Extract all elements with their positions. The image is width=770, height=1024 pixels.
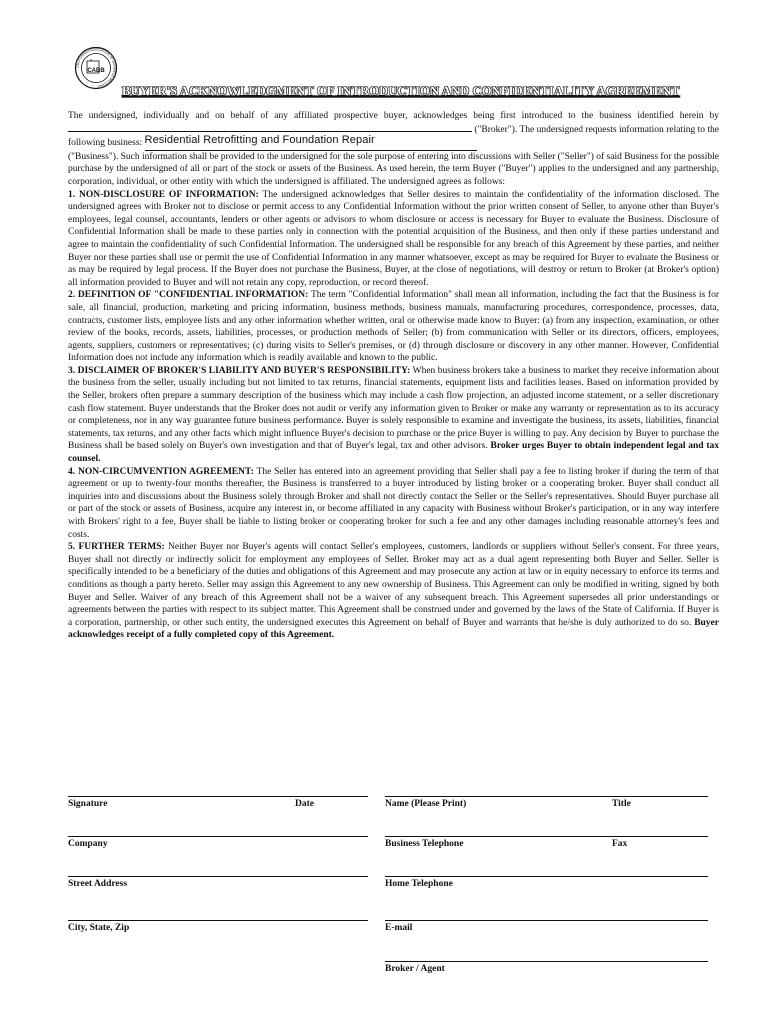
cabb-seal-logo	[74, 46, 118, 90]
street-address-line[interactable]	[68, 876, 368, 877]
broker-name-field[interactable]	[68, 123, 472, 132]
company-label: Company	[68, 839, 108, 849]
section-5	[68, 541, 719, 642]
section-text: The Seller has entered into an agreement providing that Seller shall pay a fee to listing broker if during the term of that agreement or up to twenty-four months thereafter, the Business is transferred to a buyer introduced by listing broker or a cooperating broker. Buyer shall conduct all inquiries into and discussions about the Business solely through Broker and shall not directly contact the Seller or the Seller's representatives. Should Buyer purchase all or part of the stock or assets of Business, acquire any interest in, or become affiliated in any capacity with Business without Broker's participation, or in any way interfere with Brokers' right to a fee, Buyer shall be liable to listing broker or cooperating broker for such a fee and any other damages including reasonable attorney's fees and costs.	[68, 466, 719, 540]
section-text: The term "Confidential Information" shall mean all information, including the fact that the Business is for sale, all financial, production, marketing and pricing information, business methods, business manuals, manufacturing procedures, correspondence, processes, data, contracts, customer lists, employee lists and any other information whether written, oral or otherwise made know to Buyer: (a) from any inspection, examination, or other review of the books, records, assets, liabilities, processes, or production methods of Seller; (b) from communication with Seller or its directors, officers, employees, agents, suppliers, customers or representatives; (c) during visits to Seller's premises, or (d) through disclosure or discovery in any other manner. However, Confidential Information does not include any information which is readily available and known to the public.	[68, 290, 719, 364]
city-state-zip-line[interactable]	[68, 920, 368, 921]
business-telephone-line[interactable]	[385, 836, 708, 837]
section-2	[68, 289, 719, 365]
intro-line-1: The undersigned, individually and on behalf of any affiliated prospective buyer, acknowledges being first introduced to the business identified	[68, 111, 674, 121]
broker-agent-line[interactable]	[385, 961, 708, 962]
section-heading: 3. DISCLAIMER OF BROKER'S LIABILITY AND BUYER'S RESPONSIBILITY:	[68, 365, 411, 376]
section-heading: 1. NON-DISCLOSURE OF INFORMATION:	[68, 189, 259, 200]
section-text: When business brokers take a business to market they receive information about the business from the seller, usually including but not limited to tax returns, financial statements, equipment lists and facilities leases. Based on information provided by the Seller, brokers often prepare a summary description of the business which may include a cash flow projection, an adjusted income statement, or a seller discretionary cash flow statement. Buyer understands that the Broker does not audit or verify any information given to Broker or make any warranty or representation as to its accuracy or completeness, nor in any way guarantee future business performance. Buyer is solely responsible to examine and investigate the business, its assets, liabilities, financial statements, tax returns, and any other facts which might influence Buyer's decision to purchase or the price Buyer is willing to pay. Any decision by Buyer to purchase the Business shall be based solely on Buyer's own investigation and that of Buyer's legal, tax and other advisors.	[68, 365, 719, 452]
section-heading: 2. DEFINITION OF "CONFIDENTIAL INFORMATION:	[68, 290, 309, 301]
signature-line[interactable]	[68, 796, 368, 797]
intro-rest: ("Business"). Such information shall be provided to the undersigned for the sole purpose of entering into discussions with Seller ("Seller") of said Business for the possible purchase by the undersigned of all or part of the stock or assets of the Business. As used herein, the term Buyer ("Buyer") applies to the undersigned and any partnership, corporation, individual, or other entity with which the undersigned is affiliated. The undersigned agrees as follows:	[68, 151, 719, 187]
intro-paragraph	[68, 110, 719, 189]
home-telephone-label: Home Telephone	[385, 879, 453, 889]
svg-text:CABB: CABB	[87, 68, 105, 74]
signature-label: Signature	[68, 799, 108, 809]
intro-info-relating: information relating to the following business:	[68, 124, 719, 149]
sections-list	[68, 189, 719, 642]
section-bold-note: Buyer acknowledges receipt of a fully completed copy of this Agreement.	[68, 617, 719, 641]
intro-broker-suffix: ("Broker"). The undersigned requests	[474, 124, 617, 135]
section-3	[68, 365, 719, 466]
name-title-line[interactable]	[385, 796, 708, 797]
business-name-value: Residential Retrofitting and Foundation Repair	[144, 134, 375, 147]
city-state-zip-label: City, State, Zip	[68, 923, 130, 933]
section-text: The undersigned acknowledges that Seller desires to maintain the confidentiality of the information disclosed. The undersigned agrees with Broker not to disclose or permit access to any Confidential Information without the prior written consent of Seller, to anyone other than Buyer's employees, legal counsel, accountants, lenders or other agents or advisors to whom disclosure or access is necessary for Buyer to evaluate the Business. Disclosure of Confidential Information shall be made to these parties only in connection with the potential acquisition of the Business, and then only if these parties understand and agree to maintain the confidentiality of such Confidential Information. The undersigned shall be responsible for any breach of this Agreement by these parties, and neither Buyer nor these parties shall use or permit the use of Confidential Information in any manner whatsoever, except as may be required for Buyer to evaluate the Business or as may be required by legal process. If the Buyer does not purchase the Business, Buyer, at the close of negotiations, will destroy or return to Broker (at Broker's option) all information provided to Buyer and will not retain any copy, reproduction, or record thereof.	[68, 189, 719, 288]
email-line[interactable]	[385, 920, 708, 921]
broker-agent-label: Broker / Agent	[385, 964, 445, 974]
agreement-body	[68, 110, 719, 642]
fax-label: Fax	[612, 839, 628, 849]
section-text: Neither Buyer nor Buyer's agents will contact Seller's employees, customers, landlords or suppliers without Seller's consent. For three years, Buyer shall not directly or indirectly solicit for employment any employees of Seller. Broker may act as a dual agent representing both Buyer and Seller. Seller is specifically intended to be a beneficiary of the duties and obligations of this Agreement and may prosecute any action at law or in equity necessary to enforce its terms and conditions as though a party hereto. Seller may assign this Agreement to any new ownership of Business. This Agreement can only be modified in writing, signed by both Buyer and Seller. Waiver of any breach of this Agreement shall not be a waiver of any subsequent breach. This Agreement supersedes all prior understandings or agreements between the parties with respect to its subject matter. This Agreement shall be construed under and governed by the laws of the State of California. If Buyer is a corporation, partnership, or other such entity, the undersigned executes this Agreement on behalf of Buyer and warrants that he/she is duly authorized to do so.	[68, 542, 719, 628]
home-telephone-line[interactable]	[385, 876, 708, 877]
svg-text:CALIFORNIA ASSOCIATION OF BUSI: CALIFORNIA ASSOCIATION OF BUSINESS BROKERS	[75, 47, 117, 89]
company-line[interactable]	[68, 836, 368, 837]
document-title: BUYER'S ACKNOWLEDGMENT OF INTRODUCTION AND CONFIDENTIALITY AGREEMENT	[122, 84, 680, 98]
intro-herein-by: herein by	[679, 111, 720, 121]
business-telephone-label: Business Telephone	[385, 839, 464, 849]
date-label: Date	[295, 799, 314, 809]
section-heading: 5. FURTHER TERMS:	[68, 542, 165, 553]
street-address-label: Street Address	[68, 879, 128, 889]
business-name-field[interactable]	[145, 136, 477, 151]
section-bold-note: Broker urges Buyer to obtain independent legal and tax counsel.	[68, 441, 720, 465]
section-heading: 4. NON-CIRCUMVENTION AGREEMENT:	[68, 466, 254, 477]
name-label: Name (Please Print)	[385, 799, 467, 809]
section-1	[68, 189, 719, 290]
title-label: Title	[612, 799, 631, 809]
section-4	[68, 466, 719, 542]
email-label: E-mail	[385, 923, 413, 933]
